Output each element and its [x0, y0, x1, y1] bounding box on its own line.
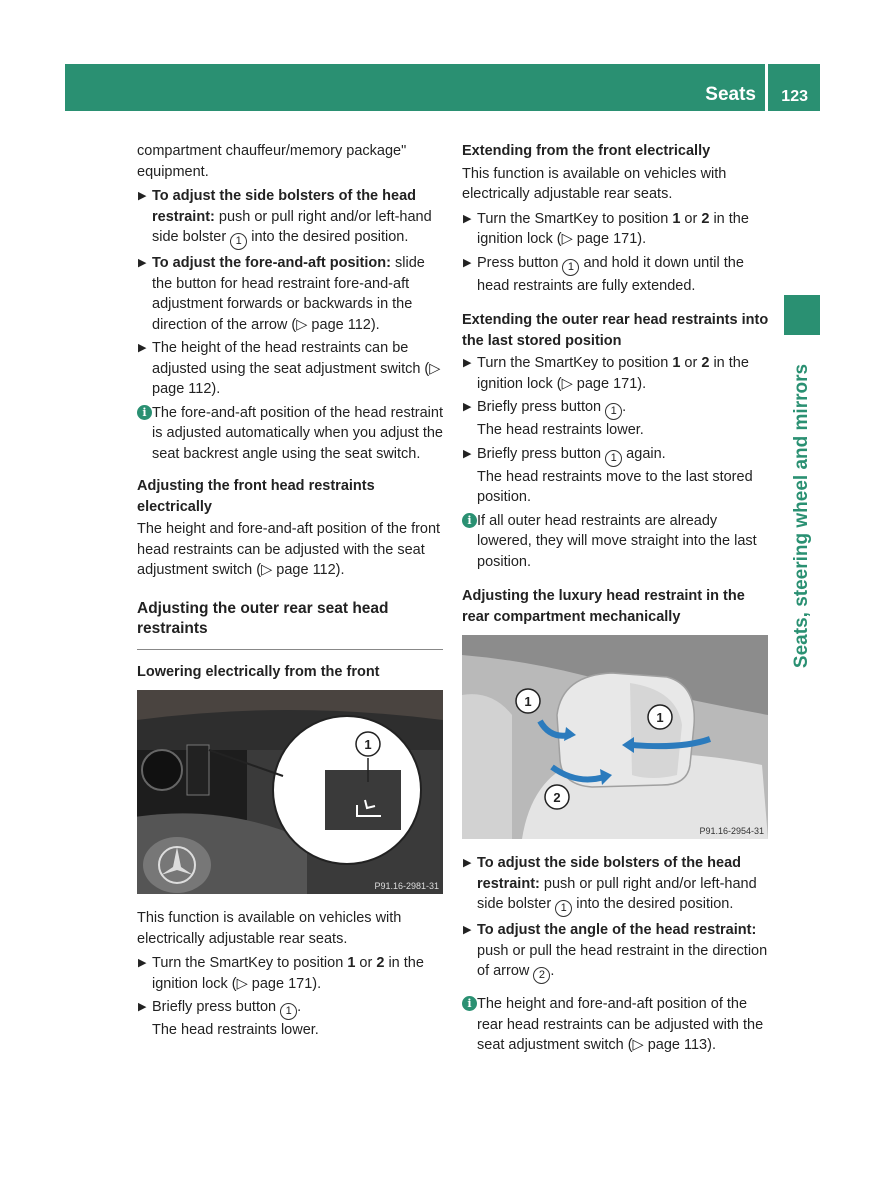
callout-1-icon: 1: [605, 403, 622, 420]
figure-code: P91.16-2981-31: [374, 881, 439, 891]
step-result: The head restraints move to the last stored position.: [477, 468, 753, 505]
section-title: Adjusting the outer rear seat head restraints: [137, 599, 443, 650]
step-text-end: into the desired position.: [247, 229, 409, 245]
step-bold: To adjust the side bolsters of the head restraint:: [477, 855, 741, 892]
availability-text: This function is available on vehicles with electrically adjustable rear seats.: [137, 910, 402, 947]
step-text: Press button: [477, 254, 563, 271]
step-bold: To adjust the side bolsters of the head restraint:: [152, 188, 416, 225]
note-info: [137, 403, 443, 465]
side-tab-marker: [784, 295, 820, 335]
chapter-title: Seats: [705, 84, 756, 105]
heading-lowering: Lowering electrically from the front: [137, 663, 380, 680]
heading-extend-outer: Extending the outer rear head restraints into the last stored position: [462, 312, 769, 349]
step-text: Turn the SmartKey to position: [477, 355, 673, 371]
step-text: Briefly press button: [477, 399, 606, 415]
step-bold: To adjust the angle of the head restraint:: [477, 922, 757, 938]
step-text-mid: or: [355, 955, 377, 971]
bullet-arrow-icon: ▶: [463, 857, 472, 869]
step-adjust-angle: [462, 920, 769, 984]
front-text: The height and fore-and-aft position of the front head restraints can be adjusted with the seat adjustment switch (▷ page 112).: [137, 521, 441, 578]
step-text: Turn the SmartKey to position: [152, 955, 348, 971]
bullet-arrow-icon: ▶: [138, 1001, 147, 1013]
step-text-end: again.: [622, 445, 666, 462]
step-adjust-bolsters: [462, 853, 769, 917]
left-column: [137, 141, 443, 1044]
right-column: [462, 141, 769, 1060]
bullet-arrow-icon: ▶: [463, 924, 472, 936]
step-text-end: in the ignition lock (▷ page 171).: [152, 955, 424, 992]
head-restraint-illustration: [462, 635, 768, 839]
side-chapter-label: [780, 340, 824, 692]
figure-callout: 1: [364, 737, 372, 752]
step-press-2: [462, 444, 769, 508]
step-fore-aft: [137, 253, 443, 335]
bullet-arrow-icon: ▶: [463, 447, 472, 460]
figure-callout-2: 2: [553, 790, 561, 805]
bullet-arrow-icon: ▶: [463, 212, 472, 225]
step-text: Briefly press button: [477, 445, 606, 462]
step-text: Turn the SmartKey to position: [477, 210, 673, 227]
step-side-bolsters: [137, 186, 443, 250]
heading-luxury: Adjusting the luxury head restraint in the rear compartment mechanically: [462, 588, 745, 625]
bullet-arrow-icon: ▶: [463, 401, 472, 413]
bullet-arrow-icon: ▶: [138, 190, 147, 202]
info-icon: i: [137, 405, 152, 420]
note-info: [462, 994, 769, 1056]
figure-callout-1a: 1: [524, 694, 532, 709]
bullet-arrow-icon: ▶: [138, 257, 147, 269]
callout-1-icon: 1: [562, 259, 579, 276]
step-height: [137, 338, 443, 400]
step-text-end: and hold it down until the head restraints are fully extended.: [477, 254, 744, 294]
step-result: The head restraints lower.: [152, 1022, 319, 1038]
info-icon: i: [462, 513, 477, 528]
position-2: 2: [701, 355, 710, 371]
info-icon: i: [462, 996, 477, 1011]
heading-front-head-restraints: Adjusting the front head restraints electrically: [137, 478, 375, 515]
position-1: 1: [347, 955, 356, 971]
figure-callout-1b: 1: [656, 710, 664, 725]
figure-dashboard: [137, 690, 443, 894]
step-text: push or pull right and/or left-hand side bolster: [152, 208, 432, 245]
step-text-mid: or: [680, 210, 702, 227]
step-text: push or pull right and/or left-hand side bolster: [477, 875, 757, 912]
step-text-end: into the desired position.: [572, 896, 734, 912]
step-text-mid: or: [680, 355, 702, 371]
figure-code: P91.16-2954-31: [699, 826, 764, 836]
step-press-button: [137, 997, 443, 1041]
step-text-end: in the ignition lock (▷ page 171).: [477, 210, 749, 247]
heading-extend: Extending from the front electrically: [462, 143, 711, 159]
callout-1-icon: 1: [555, 900, 572, 917]
step-press-1: [462, 397, 769, 441]
callout-2-icon: 2: [533, 967, 550, 984]
note-text: The fore-and-aft position of the head restraint is adjusted automatically when you adjust the seat backrest angle using the seat switch.: [152, 404, 443, 462]
callout-1-icon: 1: [280, 1003, 297, 1020]
step-text: slide the button for head restraint fore-and-aft adjustment forwards or backwards in the direction of the arrow (▷ page 112).: [152, 255, 425, 333]
availability-text: This function is available on vehicles with electrically adjustable rear seats.: [462, 165, 727, 202]
figure-head-restraint: [462, 635, 768, 839]
step-smartkey: [137, 953, 443, 994]
page-number: 123: [781, 88, 808, 105]
dashboard-illustration: [137, 690, 443, 894]
position-2: 2: [376, 955, 385, 971]
step-text: Briefly press button: [152, 999, 281, 1015]
step-smartkey-2: [462, 353, 769, 394]
step-text-end: in the ignition lock (▷ page 171).: [477, 355, 749, 392]
callout-1-icon: 1: [230, 233, 247, 250]
step-bold: To adjust the fore-and-aft position:: [152, 255, 391, 271]
side-chapter-label-text: Seats, steering wheel and mirrors: [791, 363, 812, 669]
step-text-end: .: [622, 399, 627, 415]
callout-1-icon: 1: [605, 450, 622, 467]
header-divider: [765, 64, 768, 111]
position-1: 1: [672, 210, 681, 227]
bullet-arrow-icon: ▶: [463, 256, 472, 269]
intro-text: compartment chauffeur/memory package" equipment.: [137, 143, 407, 180]
position-2: 2: [701, 210, 710, 227]
step-text: The height of the head restraints can be adjusted using the seat adjustment switch (▷ page 112).: [152, 340, 441, 397]
page-header-bar: [65, 64, 820, 111]
bullet-arrow-icon: ▶: [138, 342, 147, 354]
position-1: 1: [672, 355, 681, 371]
step-smartkey: [462, 209, 769, 250]
note-text: The height and fore-and-aft position of the rear head restraints can be adjusted with the seat adjustment switch (▷ page 113).: [477, 996, 764, 1053]
step-hold-button: [462, 253, 769, 297]
step-text-end: .: [550, 963, 555, 979]
step-result: The head restraints lower.: [477, 422, 644, 438]
note-info: [462, 511, 769, 573]
bullet-arrow-icon: ▶: [463, 357, 472, 369]
note-text: If all outer head restraints are already lowered, they will move straight into the last position.: [477, 512, 757, 570]
bullet-arrow-icon: ▶: [138, 957, 147, 969]
step-text: push or pull the head restraint in the direction of arrow: [477, 942, 768, 979]
step-text-end: .: [297, 999, 302, 1015]
